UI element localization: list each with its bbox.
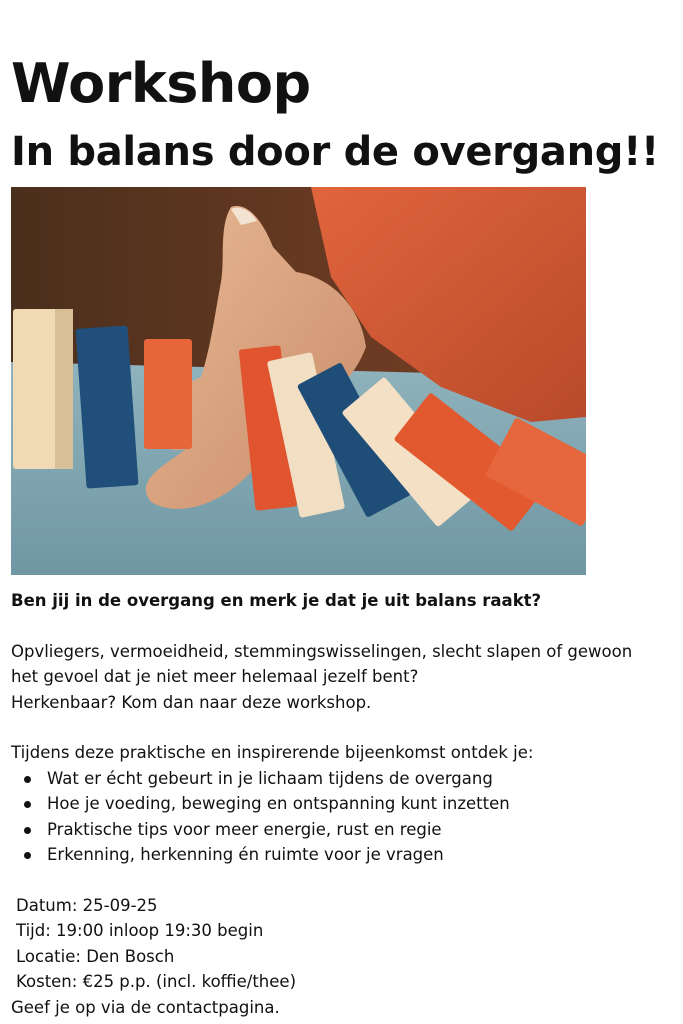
intro-line-3: Herkenbaar? Kom dan naar deze workshop. — [11, 692, 372, 712]
signup-note: Geef je op via de contactpagina. — [11, 997, 280, 1017]
domino-hand-photo — [11, 187, 586, 575]
flyer-body — [11, 588, 676, 1020]
intro-line-2: het gevoel dat je niet meer helemaal jezelf bent? — [11, 667, 419, 686]
program-lead: Tijdens deze praktische en inspirerende bijeenkomst ontdek je: — [11, 743, 534, 762]
event-location: Locatie: Den Bosch — [16, 946, 175, 966]
program-list — [11, 766, 676, 868]
list-item: Erkenning, herkenning én ruimte voor je vragen — [47, 842, 676, 868]
event-cost: Kosten: €25 p.p. (incl. koffie/thee) — [16, 972, 297, 991]
list-item: Wat er écht gebeurt in je lichaam tijdens de overgang — [47, 766, 676, 792]
intro-line-1: Opvliegers, vermoeidheid, stemmingswisselingen, slecht slapen of gewoon — [11, 641, 633, 661]
title-subject: In balans door de overgang!! — [11, 129, 659, 175]
title-workshop: Workshop — [11, 52, 311, 115]
list-item: Hoe je voeding, beweging en ontspanning kunt inzetten — [47, 791, 676, 817]
list-item: Praktische tips voor meer energie, rust en regie — [47, 817, 676, 843]
event-time: Tijd: 19:00 inloop 19:30 begin — [16, 921, 264, 940]
intro-question: Ben jij in de overgang en merk je dat je uit balans raakt? — [11, 591, 542, 610]
event-date: Datum: 25-09-25 — [16, 895, 158, 915]
event-details — [11, 893, 676, 1021]
intro-text — [11, 639, 676, 716]
